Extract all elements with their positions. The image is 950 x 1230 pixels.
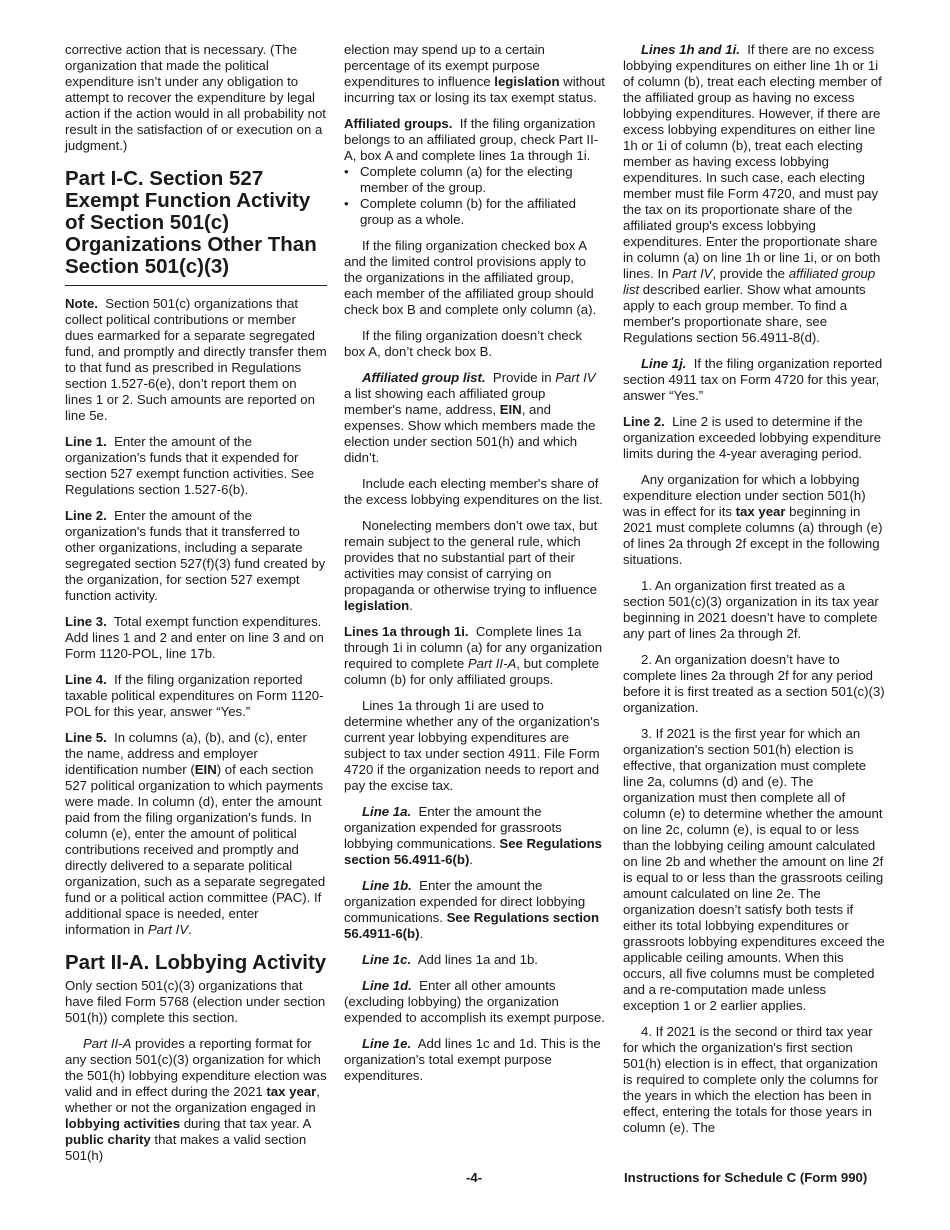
part-2a-text-b: , whether or not the organization engaged in [65, 1084, 320, 1115]
line-5-text-a: In columns (a), (b), and (c), enter the name, address and employer identification number ( [65, 730, 307, 777]
line-1b-see-regs: See Regulations section 56.4911-6(b) [344, 910, 600, 941]
bullet-icon: • [344, 164, 349, 179]
part-2a-text-d: that makes a valid section 501(h) [65, 1132, 307, 1163]
line-1e-text: Add lines 1c and 1d. This is the organization's total exempt purpose expenditures. [344, 1036, 601, 1083]
any-org-text-a: Any organization for which a lobbying expenditure election under section 501(h) was in effect for its [623, 472, 866, 519]
paragraph-nonelecting [344, 518, 606, 614]
line-5-end: . [188, 922, 192, 937]
paragraph-election-cont [344, 42, 606, 106]
part-2a-ref: Part II-A [83, 1036, 132, 1051]
nonelect-text-a: Nonelecting members don’t owe tax, but remain subject to the general rule, which provides that no substantial part of their activities may consist of carrying on propaganda or otherwise trying to influence [344, 518, 598, 597]
line-1-text: Enter the amount of the organization's funds that it expended for section 527 exempt function activities. See Regulations section 1.527-6(b). [65, 434, 315, 497]
lines-1h-1i-text-a: If there are no excess lobbying expenditures on either line 1h or 1i of column (b), treat each electing member of the affiliated group as having no excess lobbying expenditures. However, if there are excess lobbying expenditures on either line 1h or 1i of column (b), treat each electing member as having excess lobbying expenditures. In such case, each electing member must file Form 4720, and must pay the tax on its proportionate share of the affiliated group's excess lobbying expenditures. Enter the proportionate share in column (a) on line 1h or line 1i, or on both lines. In [623, 42, 882, 281]
part-2a-text-a: provides a reporting format for any section 501(c)(3) organization for which the 501(h) lobbying expenditure election was valid and in effect during the 2021 [65, 1036, 327, 1099]
afflist-part-ref: Part IV [555, 370, 596, 385]
line-1b-end: . [419, 926, 424, 941]
paragraph-any-organization [623, 472, 885, 568]
line-1c-label: Line 1c. [362, 952, 412, 967]
line-5-part-ref: Part IV [147, 922, 189, 937]
page-number: -4- [466, 1170, 483, 1185]
paragraph-line-2 [65, 508, 327, 604]
note-label: Note. [65, 296, 98, 311]
bullet-text-2: Complete column (b) for the affiliated group as a whole. [360, 196, 576, 227]
cont-legislation: legislation [494, 74, 560, 89]
bullet-icon: • [344, 196, 349, 211]
line-5-text-b: ) of each section 527 political organization to which payments were made. In column (d), enter the amount paid from the filing organization's funds. In column (e), enter the amount of political contributions received and promptly and directly delivered to a separate political organization, such as a separate segregated fund or a political action committee (PAC). If additional space is needed, enter information in [65, 762, 326, 937]
paragraph-line-3 [65, 614, 327, 662]
paragraph-lines-1h-1i [623, 42, 885, 346]
paragraph-part-2a-format [65, 1036, 327, 1164]
afflist-text-a: Provide in [492, 370, 556, 385]
nonelect-legislation: legislation [344, 598, 410, 613]
heading-part-1c: Part I-C. Section 527 Exempt Function Activity of Section 501(c) Organizations Other Than Section 501(c)(3) [65, 168, 327, 286]
paragraph-line-1e [344, 1036, 606, 1084]
line-1e-label: Line 1e. [362, 1036, 412, 1051]
lines-1h-1i-part-ref: Part IV [672, 266, 713, 281]
affiliated-group-list-label: Affiliated group list. [362, 370, 486, 385]
line-1b-label: Line 1b. [362, 878, 412, 893]
paragraph-line-4 [65, 672, 327, 720]
line-2-label: Line 2. [65, 508, 107, 523]
nonelect-text-b: . [409, 598, 413, 613]
note-text: Section 501(c) organizations that collect political contributions or member dues earmarked for a separate segregated fund, and promptly and directly transfer them to that fund as prescribed in Regulations section 1.527-6(e), don’t report them on lines 1 or 2. Such amounts are reported on line 5e. [65, 296, 327, 423]
line-1a-see-regs: See Regulations section 56.4911-6(b) [344, 836, 603, 867]
paragraph-line-5 [65, 730, 327, 938]
column-3 [623, 42, 885, 1136]
paragraph-lines-used: Lines 1a through 1i are used to determine whether any of the organization's current year lobbying expenditures are subject to tax under section 4911. File Form 4720 if the organization needs to report and pay the excise tax. [344, 698, 600, 793]
line-1a-text: Enter the amount the organization expended for grassroots lobbying communications. [344, 804, 562, 851]
cont-text-b: without incurring tax or losing its tax exempt status. [344, 74, 605, 105]
paragraph-line-1c [344, 952, 606, 968]
column-2 [344, 42, 606, 1094]
line-1d-label: Line 1d. [362, 978, 412, 993]
line-2-col3-text: Line 2 is used to determine if the organization exceeded lobbying expenditure limits during the 4-year averaging period. [623, 414, 882, 461]
line-2-text: Enter the amount of the organization's funds that it transferred to other organizations, including a separate segregated section 527(f)(3) fund created by the organization, for section 527 exempt function activity. [65, 508, 326, 603]
lines-1h-1i-affiliated-list: affiliated group list [623, 266, 876, 297]
paragraph-part-2a-only: Only section 501(c)(3) organizations that have filed Form 5768 (election under section 501(h)) complete this section. [65, 978, 326, 1025]
affiliated-groups-label: Affiliated groups. [344, 116, 453, 131]
paragraph-box-a: If the filing organization checked box A and the limited control provisions apply to the organizations in the affiliated group, each member of the affiliated group should check box B and complete only column (a). [344, 238, 597, 317]
afflist-text-b: a list showing each affiliated group member's name, address, [344, 386, 546, 417]
line-1b-text: Enter the amount the organization expended for direct lobbying communications. [344, 878, 586, 925]
lines-1a-1i-label: Lines 1a through 1i. [344, 624, 469, 639]
paragraph-line-1j [623, 356, 885, 404]
paragraph-lines-1a-1i [344, 624, 606, 688]
affiliated-groups-text: If the filing organization belongs to an affiliated group, check Part II-A, box A and complete lines 1a through 1i. [344, 116, 599, 163]
paragraph-affiliated-group-list [344, 370, 606, 466]
paragraph-affiliated-groups [344, 116, 606, 164]
any-org-text-b: beginning in 2021 must complete columns (a) through (e) of lines 2a through 2f except in the following situations. [623, 504, 883, 567]
paragraph-note [65, 296, 327, 424]
bullet-item-2 [344, 196, 606, 228]
paragraph-include: Include each electing member's share of the excess lobbying expenditures on the list. [344, 476, 603, 507]
lines-1a-1i-text-b: , but complete column (b) for only affiliated groups. [344, 656, 600, 687]
line-5-ein: EIN [194, 762, 217, 777]
line-4-label: Line 4. [65, 672, 107, 687]
line-2-col3-label: Line 2. [623, 414, 665, 429]
column-1 [65, 42, 327, 1164]
paragraph-intro: corrective action that is necessary. (The organization that made the political expenditure isn’t under any obligation to attempt to recover the expenditure by legal action if the action would in all probability not result in the satisfaction of or execution on a judgment.) [65, 42, 326, 153]
heading-part-2a: Part II-A. Lobbying Activity [65, 951, 327, 974]
paragraph-no-box-a: If the filing organization doesn’t check box A, don’t check box B. [344, 328, 582, 359]
line-1d-text: Enter all other amounts (excluding lobbying) the organization expended to accomplish its exempt purpose. [344, 978, 605, 1025]
any-org-tax-year: tax year [735, 504, 786, 519]
paragraph-line-1 [65, 434, 327, 498]
line-3-label: Line 3. [65, 614, 107, 629]
paragraph-line-1a [344, 804, 606, 868]
afflist-ein: EIN [499, 402, 522, 417]
line-3-text: Total exempt function expenditures. Add lines 1 and 2 and enter on line 3 and on Form 1120-POL, line 17b. [65, 614, 324, 661]
bullet-text-1: Complete column (a) for the electing member of the group. [360, 164, 573, 195]
part-2a-public-charity: public charity [65, 1132, 151, 1147]
line-4-text: If the filing organization reported taxable political expenditures on Form 1120-POL for this year, answer “Yes.” [65, 672, 324, 719]
line-5-label: Line 5. [65, 730, 107, 745]
paragraph-line-1b [344, 878, 606, 942]
paragraph-line-1d [344, 978, 606, 1026]
paragraph-line-2-col3 [623, 414, 885, 462]
bullet-item-1 [344, 164, 606, 196]
list-item-4: 4. If 2021 is the second or third tax year for which the organization's first section 501(h) election is in effect, that organization is required to complete only the columns for the years in which the election has been in effect, entering the totals for those years in column (e). The [623, 1024, 879, 1135]
afflist-text-c: , and expenses. Show which members made the election under section 501(h) and which didn’t. [344, 402, 596, 465]
line-1a-label: Line 1a. [362, 804, 412, 819]
part-2a-tax-year: tax year [266, 1084, 317, 1099]
line-1a-end: . [469, 852, 474, 867]
line-1c-text: Add lines 1a and 1b. [417, 952, 538, 967]
part-2a-text-c: during that tax year. A [180, 1116, 311, 1131]
lines-1h-1i-label: Lines 1h and 1i. [641, 42, 740, 57]
cont-text-a: election may spend up to a certain percentage of its exempt purpose expenditures to influence [344, 42, 545, 89]
line-1j-text: If the filing organization reported section 4911 tax on Form 4720 for this year, answer “Yes.” [623, 356, 883, 403]
lines-1a-1i-text-a: Complete lines 1a through 1i in column (a) for any organization required to complete [344, 624, 603, 671]
list-item-3: 3. If 2021 is the first year for which an organization's section 501(h) election is effective, that organization must complete line 2a, columns (d) and (e). The organization must then complete all of column (e) to determine whether the amount on line 2c, column (e), is equal to or less than the lobbying ceiling amount calculated on line 2b and whether the amount on line 2f is equal to or less than the grassroots ceiling amount calculated on line 2e. The organization doesn’t satisfy both tests if either its total lobbying expenditures or grassroots lobbying expenditures exceed the applicable ceiling amounts. When this occurs, all five columns must be completed and a re-computation made unless exception 1 or 2 earlier applies. [623, 726, 885, 1013]
lines-1a-1i-part-ref: Part II-A [467, 656, 517, 671]
part-2a-lobbying: lobbying activities [65, 1116, 181, 1131]
line-1-label: Line 1. [65, 434, 107, 449]
document-title: Instructions for Schedule C (Form 990) [624, 1170, 868, 1185]
line-1j-label: Line 1j. [641, 356, 687, 371]
lines-1h-1i-text-b: , provide the [712, 266, 789, 281]
list-item-2: 2. An organization doesn’t have to complete lines 2a through 2f for any period before it is first treated as a section 501(c)(3) organization. [623, 652, 885, 715]
lines-1h-1i-text-c: described earlier. Show what amounts apply to each group member. To find a member's proportionate share, see Regulations section 56.4911-8(d). [623, 282, 866, 345]
list-item-1: 1. An organization first treated as a section 501(c)(3) organization in its tax year beginning in 2021 doesn’t have to complete any part of lines 2a through 2f. [623, 578, 879, 641]
